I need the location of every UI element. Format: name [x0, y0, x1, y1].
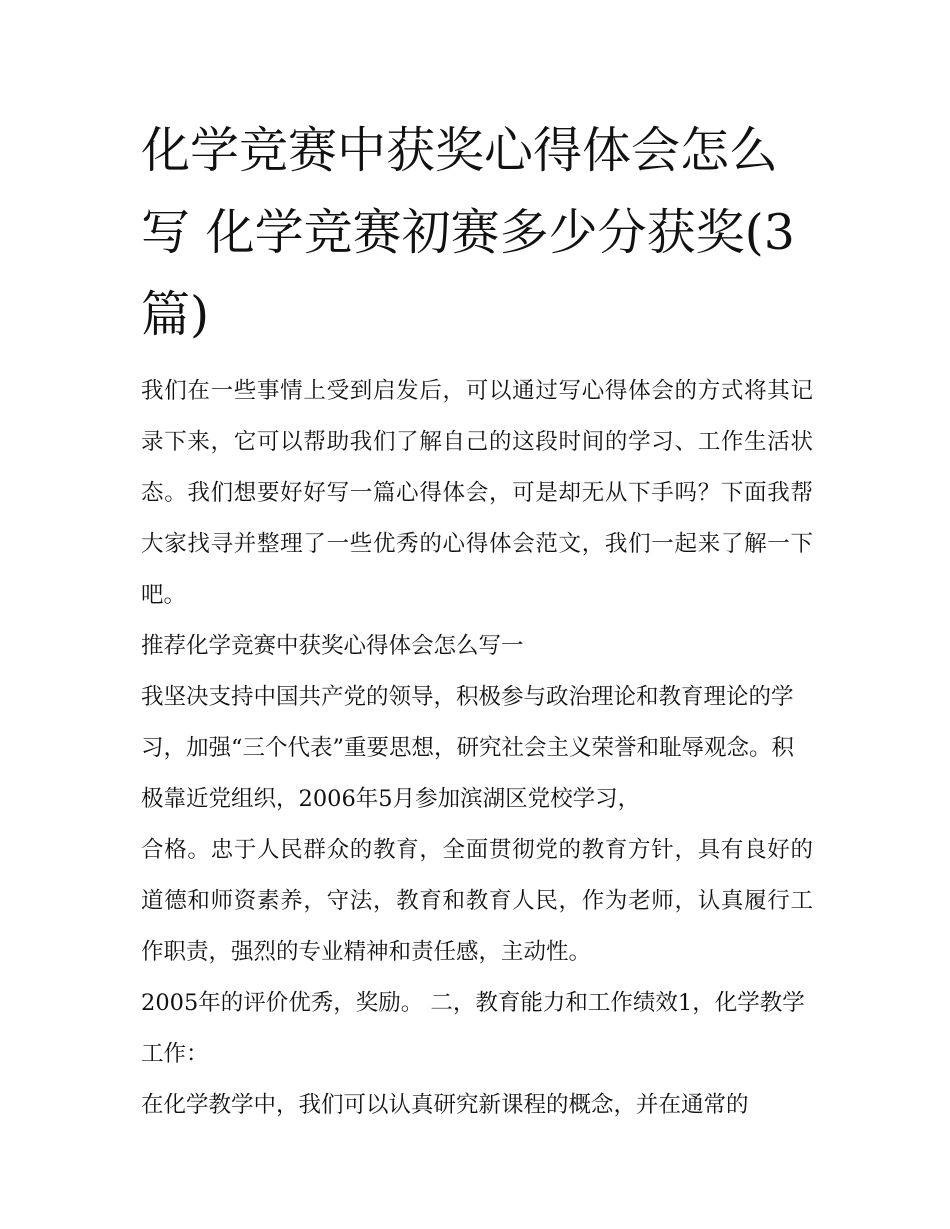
body-paragraph-1b: 合格。忠于人民群众的教育，全面贯彻党的教育方针，具有良好的道德和师资素养，守法，教育和教育人民，作为老师，认真履行工作职责，强烈的专业精神和责任感，主动性。 [141, 837, 813, 965]
body-paragraph-2: 2005年的评价优秀，奖励。 二，教育能力和工作绩效1，化学教学工作： [141, 990, 805, 1067]
document-title: 化学竞赛中获奖心得体会怎么写 化学竞赛初赛多少分获奖(3篇) [141, 122, 795, 343]
section-heading: 推荐化学竞赛中获奖心得体会怎么写一 [141, 633, 524, 659]
intro-paragraph: 我们在一些事情上受到启发后，可以通过写心得体会的方式将其记录下来，它可以帮助我们了解自己的这段时间的学习、工作生活状态。我们想要好好写一篇心得体会，可是却无从下手吗？下面我帮大家找寻并整理了一些优秀的心得体会范文，我们一起来了解一下吧。 [141, 378, 813, 608]
document-page [141, 110, 813, 1131]
body-paragraph-3: 在化学教学中，我们可以认真研究新课程的概念，并在通常的 [141, 1092, 749, 1118]
body-paragraph-1a: 我坚决支持中国共产党的领导，积极参与政治理论和教育理论的学习，加强“三个代表”重要思想，研究社会主义荣誉和耻辱观念。积极靠近党组织，2006年5月参加滨湖区党校学习， [141, 684, 795, 812]
